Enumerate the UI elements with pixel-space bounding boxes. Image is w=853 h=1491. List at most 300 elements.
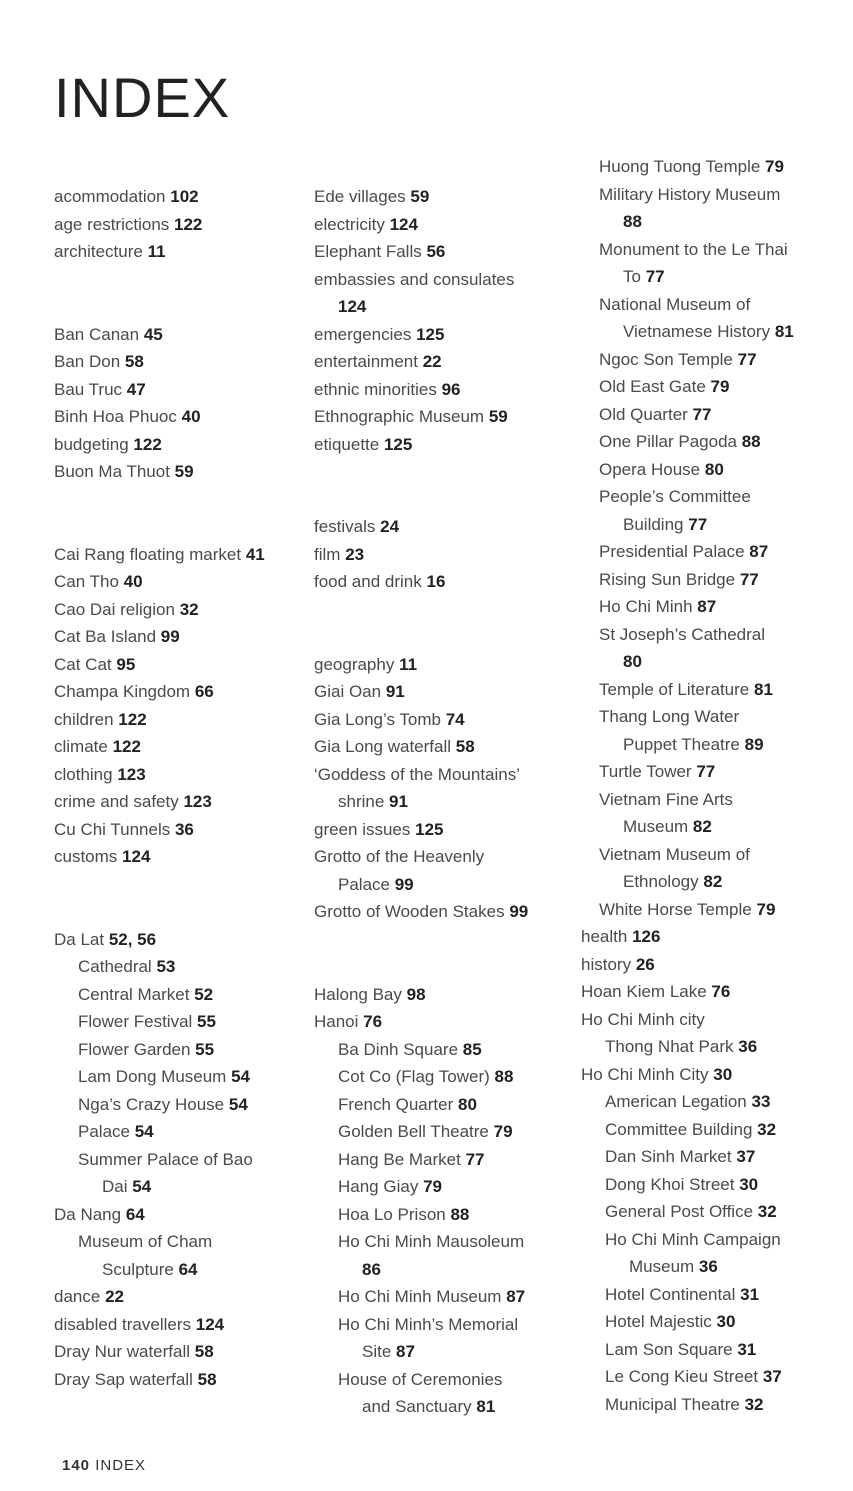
index-entry-pages: 88 <box>450 1204 470 1224</box>
index-entry-term: Museum <box>629 1257 695 1276</box>
index-entry-pages: 11 <box>147 242 166 261</box>
index-entry-term: Dong Khoi Street <box>605 1174 735 1194</box>
index-entry <box>314 651 584 679</box>
index-entry-pages: 54 <box>231 1067 250 1086</box>
index-entry-term: history <box>581 954 632 974</box>
index-entry <box>314 1256 584 1284</box>
index-entry-term: Vietnam Museum of <box>599 844 750 864</box>
index-entry-term: Grotto of the Heavenly <box>314 847 485 866</box>
index-entry <box>54 651 324 679</box>
index-entry-term: electricity <box>314 214 385 234</box>
index-entry <box>599 511 853 539</box>
index-entry <box>314 706 584 734</box>
index-entry-pages: 122 <box>174 214 203 234</box>
index-entry-pages: 74 <box>445 709 465 729</box>
index-entry-term: Military History Museum <box>599 184 781 204</box>
index-entry <box>314 1118 584 1146</box>
index-entry <box>599 731 853 759</box>
index-entry-term: Cao Dai religion <box>54 599 175 619</box>
index-entry-pages: 77 <box>688 514 708 534</box>
index-entry-term: Bau Truc <box>54 379 123 399</box>
index-entry <box>599 263 853 291</box>
index-entry-pages: 32 <box>757 1119 777 1139</box>
index-entry <box>314 761 584 789</box>
index-entry <box>599 648 853 676</box>
index-entry-term: children <box>54 709 114 729</box>
index-entry <box>605 1198 853 1226</box>
index-entry-pages: 77 <box>696 762 716 781</box>
index-entry <box>599 758 853 786</box>
index-entry-term: Dai <box>102 1177 128 1196</box>
index-entry-term: Elephant Falls <box>314 242 422 261</box>
index-column-2 <box>314 183 584 1421</box>
index-entry <box>54 816 324 844</box>
index-entry-term: To <box>623 267 641 286</box>
index-entry <box>605 1308 853 1336</box>
index-entry-pages: 33 <box>751 1092 771 1111</box>
section-gap <box>314 458 584 513</box>
index-entry <box>599 456 853 484</box>
index-entry-pages: 59 <box>410 187 430 206</box>
index-entry-term: Grotto of Wooden Stakes <box>314 902 505 921</box>
index-entry <box>314 816 584 844</box>
index-entry <box>54 1256 324 1284</box>
index-entry-term: Vietnam Fine Arts <box>599 789 733 809</box>
index-entry-pages: 26 <box>635 954 655 974</box>
index-entry-term: National Museum of <box>599 294 751 314</box>
index-entry-term: climate <box>54 737 108 756</box>
index-entry-term: Ban Don <box>54 352 121 371</box>
index-entry-pages: 59 <box>174 462 194 481</box>
index-entry-term: Temple of Literature <box>599 679 750 699</box>
index-entry-term: Ho Chi Minh Museum <box>338 1287 502 1306</box>
index-entry-pages: 81 <box>476 1397 496 1416</box>
index-entry <box>54 761 324 789</box>
index-entry-term: ethnic minorities <box>314 379 437 399</box>
index-entry <box>599 153 853 181</box>
index-entry-pages: 40 <box>181 407 201 426</box>
index-entry-pages: 98 <box>406 984 426 1004</box>
index-entry <box>314 541 584 569</box>
index-entry-pages: 80 <box>458 1094 477 1114</box>
index-entry-pages: 32 <box>757 1202 777 1221</box>
index-entry-pages: 30 <box>713 1064 733 1084</box>
index-entry <box>581 978 853 1006</box>
index-entry-term: Le Cong Kieu Street <box>605 1367 759 1386</box>
index-entry-term: geography <box>314 654 395 674</box>
index-entry-term: embassies and consulates <box>314 269 515 289</box>
index-entry <box>54 348 324 376</box>
index-entry-term: St Joseph’s Cathedral <box>599 624 766 644</box>
index-entry-term: health <box>581 927 628 946</box>
index-entry-term: Ho Chi Minh Mausoleum <box>338 1232 525 1251</box>
index-entry-term: American Legation <box>605 1092 747 1111</box>
index-entry <box>54 1338 324 1366</box>
index-entry <box>54 458 324 486</box>
index-entry <box>314 898 584 926</box>
index-entry-term: Da Lat <box>54 929 105 949</box>
index-entry-term: Central Market <box>78 984 190 1004</box>
index-entry-pages: 40 <box>123 572 143 591</box>
index-entry-pages: 124 <box>389 214 418 234</box>
index-entry <box>54 706 324 734</box>
index-entry-term: Hotel Continental <box>605 1284 736 1304</box>
index-entry <box>605 1281 853 1309</box>
index-entry-term: Nga’s Crazy House <box>78 1094 225 1114</box>
index-entry-pages: 82 <box>703 872 723 891</box>
index-entry-pages: 53 <box>156 957 176 976</box>
index-entry <box>54 1311 324 1339</box>
index-entry <box>599 621 853 649</box>
index-entry-pages: 52, 56 <box>108 929 157 949</box>
index-entry <box>599 181 853 209</box>
index-entry <box>605 1363 853 1391</box>
index-entry-term: etiquette <box>314 434 380 454</box>
index-entry <box>599 236 853 264</box>
index-entry-pages: 36 <box>174 819 194 839</box>
index-entry-term: Binh Hoa Phuoc <box>54 407 177 426</box>
index-entry-term: Ho Chi Minh Campaign <box>605 1229 781 1249</box>
index-entry <box>54 1283 324 1311</box>
index-entry <box>314 1173 584 1201</box>
index-entry-term: Hanoi <box>314 1012 359 1031</box>
index-entry <box>314 376 584 404</box>
index-entry <box>54 1366 324 1394</box>
index-entry-term: Puppet Theatre <box>623 734 740 754</box>
index-entry-pages: 54 <box>228 1094 248 1114</box>
index-entry-pages: 64 <box>178 1259 198 1279</box>
index-entry-pages: 64 <box>125 1204 145 1224</box>
index-entry <box>599 208 853 236</box>
index-entry-term: acommodation <box>54 187 166 206</box>
index-entry-pages: 59 <box>488 407 508 426</box>
index-entry-pages: 124 <box>338 297 367 316</box>
index-entry-term: Ho Chi Minh <box>599 597 693 616</box>
index-entry-term: ‘Goddess of the Mountains’ <box>314 764 521 784</box>
index-entry <box>314 568 584 596</box>
index-entry-term: Museum <box>623 817 689 836</box>
index-entry-term: Can Tho <box>54 572 119 591</box>
index-entry-pages: 37 <box>736 1147 756 1166</box>
index-entry <box>54 623 324 651</box>
index-entry <box>54 1091 324 1119</box>
index-entry-pages: 125 <box>383 434 413 454</box>
index-entry-term: Buon Ma Thuot <box>54 462 170 481</box>
index-entry <box>599 813 853 841</box>
index-entry-term: Hoan Kiem Lake <box>581 982 707 1001</box>
index-entry <box>605 1391 853 1419</box>
page-footer <box>62 1457 146 1474</box>
index-entry-pages: 54 <box>134 1122 154 1141</box>
index-entry <box>314 1366 584 1394</box>
index-entry-term: Cu Chi Tunnels <box>54 819 171 839</box>
index-entry <box>54 596 324 624</box>
index-entry <box>314 238 584 266</box>
index-entry-term: emergencies <box>314 324 412 344</box>
index-entry-term: Palace <box>338 874 390 894</box>
index-entry <box>314 266 584 294</box>
index-entry <box>581 923 853 951</box>
index-entry-pages: 122 <box>118 709 147 729</box>
index-entry-term: shrine <box>338 792 385 811</box>
index-entry-term: General Post Office <box>605 1202 754 1221</box>
footer-label: INDEX <box>95 1457 147 1474</box>
index-entry-term: Committee Building <box>605 1119 753 1139</box>
index-entry <box>599 291 853 319</box>
index-entry <box>599 428 853 456</box>
index-entry-term: Flower Garden <box>78 1039 191 1059</box>
index-entry <box>314 788 584 816</box>
index-entry-pages: 77 <box>465 1149 485 1169</box>
index-column-1 <box>54 183 324 1393</box>
index-entry-term: Thang Long Water <box>599 707 740 726</box>
index-entry-term: Cat Ba Island <box>54 627 157 646</box>
index-entry-term: Ethnology <box>623 872 699 891</box>
index-entry <box>605 1088 853 1116</box>
index-entry <box>314 1338 584 1366</box>
index-entry <box>605 1171 853 1199</box>
index-entry-pages: 23 <box>345 544 365 564</box>
index-entry-pages: 87 <box>396 1342 415 1361</box>
index-entry-pages: 122 <box>112 737 141 756</box>
index-entry-pages: 22 <box>105 1287 124 1306</box>
index-entry <box>54 1063 324 1091</box>
index-entry <box>314 678 584 706</box>
index-entry-pages: 32 <box>179 599 199 619</box>
index-entry-term: budgeting <box>54 434 129 454</box>
index-entry <box>314 1201 584 1229</box>
index-entry <box>314 513 584 541</box>
index-entry <box>599 676 853 704</box>
index-entry <box>605 1336 853 1364</box>
index-entry <box>54 1173 324 1201</box>
index-entry-term: Summer Palace of Bao <box>78 1149 253 1169</box>
index-entry-term: food and drink <box>314 572 422 591</box>
index-entry <box>314 981 584 1009</box>
index-entry-term: One Pillar Pagoda <box>599 432 737 451</box>
index-entry <box>54 183 324 211</box>
index-entry <box>54 376 324 404</box>
index-entry-pages: 125 <box>415 819 444 839</box>
index-entry <box>54 541 324 569</box>
index-entry-pages: 87 <box>749 542 769 561</box>
index-entry-pages: 96 <box>441 379 461 399</box>
index-entry-pages: 79 <box>493 1122 513 1141</box>
index-entry <box>54 733 324 761</box>
index-entry-term: Ba Dinh Square <box>338 1039 459 1059</box>
index-entry <box>599 786 853 814</box>
index-entry-term: Municipal Theatre <box>605 1394 740 1414</box>
index-entry-term: entertainment <box>314 352 418 371</box>
index-entry <box>314 403 584 431</box>
index-entry-term: Palace <box>78 1122 130 1141</box>
index-entry-pages: 80 <box>704 459 724 479</box>
index-entry <box>314 293 584 321</box>
index-entry <box>54 678 324 706</box>
index-entry-term: Building <box>623 514 684 534</box>
index-entry-pages: 37 <box>762 1367 782 1386</box>
index-entry-pages: 76 <box>363 1012 383 1031</box>
index-entry-term: Cot Co (Flag Tower) <box>338 1067 490 1086</box>
index-entry <box>314 1036 584 1064</box>
index-entry-term: Cat Cat <box>54 654 112 674</box>
index-entry <box>54 1008 324 1036</box>
index-entry-term: People’s Committee <box>599 487 751 506</box>
index-entry-term: customs <box>54 847 118 866</box>
index-entry-pages: 85 <box>462 1039 482 1059</box>
index-entry-term: Hang Be Market <box>338 1149 461 1169</box>
section-gap <box>54 486 324 541</box>
index-entry-pages: 22 <box>422 352 442 371</box>
index-entry <box>314 321 584 349</box>
index-entry <box>314 733 584 761</box>
index-entry-term: Lam Son Square <box>605 1339 733 1359</box>
index-entry-term: Gia Long’s Tomb <box>314 709 441 729</box>
section-gap <box>54 871 324 926</box>
index-entry <box>54 1201 324 1229</box>
index-entry-term: dance <box>54 1287 101 1306</box>
index-entry <box>599 703 853 731</box>
index-entry-pages: 88 <box>623 212 642 231</box>
page-title: INDEX <box>54 66 231 129</box>
index-entry-pages: 81 <box>774 322 794 341</box>
index-entry-term: film <box>314 544 341 564</box>
index-entry-term: Rising Sun Bridge <box>599 569 736 589</box>
index-entry-term: Presidential Palace <box>599 542 745 561</box>
index-entry-pages: 87 <box>697 597 717 616</box>
index-entry-pages: 95 <box>116 654 136 674</box>
index-entry-pages: 58 <box>124 352 144 371</box>
index-entry <box>599 538 853 566</box>
index-entry <box>581 951 853 979</box>
section-gap <box>314 926 584 981</box>
index-entry-pages: 91 <box>385 682 405 701</box>
index-entry <box>54 788 324 816</box>
index-entry-term: Flower Festival <box>78 1012 193 1031</box>
index-entry-pages: 24 <box>380 517 400 536</box>
index-entry <box>599 373 853 401</box>
index-entry <box>314 211 584 239</box>
index-entry-pages: 89 <box>744 734 764 754</box>
index-entry-term: disabled travellers <box>54 1314 192 1334</box>
index-entry <box>54 1036 324 1064</box>
index-entry-pages: 99 <box>160 627 180 646</box>
index-entry <box>581 1006 853 1034</box>
index-entry-term: Hang Giay <box>338 1177 419 1196</box>
index-entry-pages: 58 <box>197 1369 217 1389</box>
index-entry-pages: 79 <box>756 899 776 919</box>
index-entry-pages: 124 <box>195 1314 225 1334</box>
index-entry-term: Ede villages <box>314 187 406 206</box>
index-entry-term: Monument to the Le Thai <box>599 239 788 259</box>
index-entry-pages: 30 <box>739 1174 759 1194</box>
index-entry-term: Site <box>362 1342 392 1361</box>
index-entry-pages: 123 <box>117 764 146 784</box>
index-entry <box>54 211 324 239</box>
index-entry <box>599 346 853 374</box>
index-entry <box>314 1146 584 1174</box>
index-entry-pages: 41 <box>245 544 265 564</box>
section-gap <box>54 266 324 321</box>
index-entry-term: and Sanctuary <box>362 1397 472 1416</box>
index-entry <box>314 1008 584 1036</box>
index-entry-term: festivals <box>314 517 376 536</box>
index-entry-pages: 122 <box>133 434 162 454</box>
index-entry-term: Gia Long waterfall <box>314 737 452 756</box>
index-entry <box>54 843 324 871</box>
index-entry-term: age restrictions <box>54 214 170 234</box>
index-entry <box>314 1228 584 1256</box>
index-entry-term: Champa Kingdom <box>54 682 191 701</box>
index-entry-term: French Quarter <box>338 1094 454 1114</box>
index-entry-term: Cathedral <box>78 957 152 976</box>
index-entry-term: architecture <box>54 242 143 261</box>
index-entry-term: Old Quarter <box>599 404 688 424</box>
index-entry <box>314 1311 584 1339</box>
index-entry-pages: 55 <box>195 1039 215 1059</box>
index-entry-term: Sculpture <box>102 1259 174 1279</box>
index-entry-pages: 58 <box>194 1342 214 1361</box>
index-entry-pages: 16 <box>426 572 446 591</box>
index-entry-term: Turtle Tower <box>599 762 692 781</box>
index-entry-term: Ethnographic Museum <box>314 407 485 426</box>
index-entry-term: Halong Bay <box>314 984 402 1004</box>
index-entry <box>605 1033 853 1061</box>
index-entry <box>605 1143 853 1171</box>
index-entry-term: Cai Rang floating market <box>54 544 242 564</box>
index-entry <box>54 1146 324 1174</box>
index-entry <box>605 1116 853 1144</box>
index-entry-pages: 91 <box>389 792 408 811</box>
index-entry <box>581 1061 853 1089</box>
index-entry-pages: 88 <box>741 432 761 451</box>
index-entry-pages: 79 <box>710 377 730 396</box>
index-entry-pages: 123 <box>183 792 212 811</box>
index-entry-pages: 56 <box>426 242 446 261</box>
index-column-3 <box>581 153 853 1418</box>
index-entry-term: Da Nang <box>54 1204 122 1224</box>
index-entry-term: Huong Tuong Temple <box>599 157 761 176</box>
index-entry-pages: 87 <box>506 1287 526 1306</box>
index-entry <box>54 926 324 954</box>
index-entry <box>599 401 853 429</box>
index-entry <box>54 403 324 431</box>
index-entry-pages: 102 <box>170 187 199 206</box>
index-entry-pages: 76 <box>711 982 731 1001</box>
index-entry-pages: 52 <box>194 984 214 1004</box>
index-entry-term: House of Ceremonies <box>338 1369 503 1389</box>
index-entry <box>314 431 584 459</box>
index-entry-term: White Horse Temple <box>599 899 752 919</box>
index-entry <box>605 1226 853 1254</box>
index-entry-pages: 58 <box>455 737 475 756</box>
index-entry-term: green issues <box>314 819 411 839</box>
index-entry <box>54 981 324 1009</box>
index-entry-pages: 31 <box>740 1284 760 1304</box>
index-entry <box>605 1253 853 1281</box>
index-entry-pages: 55 <box>197 1012 216 1031</box>
index-entry-pages: 99 <box>509 902 529 921</box>
index-entry <box>599 896 853 924</box>
index-entry <box>314 1393 584 1421</box>
index-entry-term: Ngoc Son Temple <box>599 349 733 369</box>
index-entry-term: crime and safety <box>54 792 179 811</box>
index-entry <box>314 348 584 376</box>
index-entry <box>314 1283 584 1311</box>
index-entry <box>314 183 584 211</box>
index-entry-pages: 99 <box>394 874 414 894</box>
index-entry-pages: 32 <box>744 1394 764 1414</box>
